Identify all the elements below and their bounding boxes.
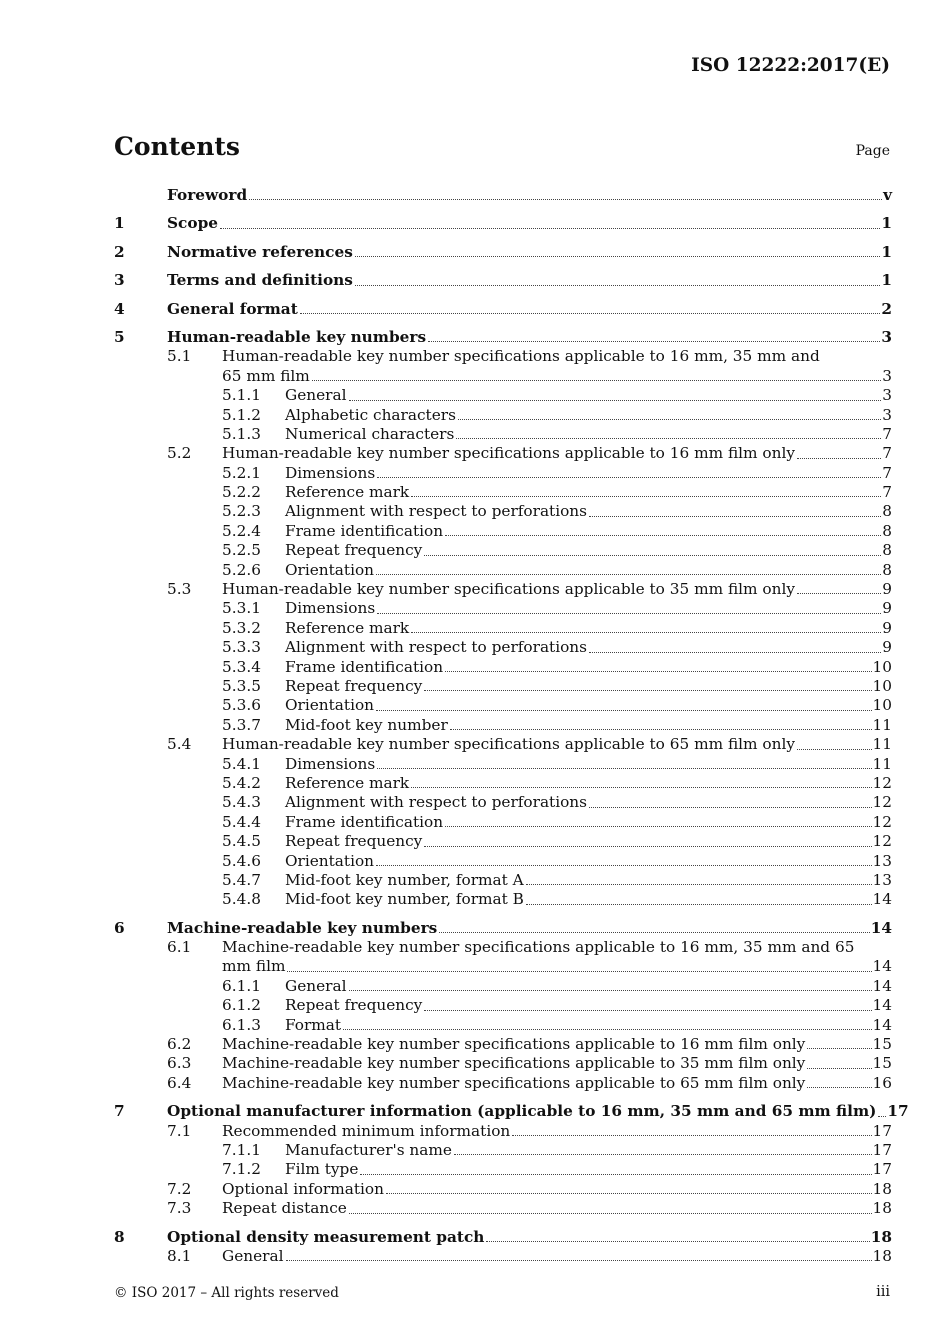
toc-entry-continuation[interactable] bbox=[114, 957, 892, 976]
toc-entry-number: 6.1.3 bbox=[222, 1015, 261, 1034]
toc-entry-page: v bbox=[883, 186, 892, 204]
toc-entry-page: 10 bbox=[872, 696, 892, 715]
toc-entry-number: 2 bbox=[114, 242, 125, 261]
toc-entry-number: 8.1 bbox=[167, 1246, 192, 1265]
toc-entry[interactable] bbox=[114, 1016, 892, 1035]
toc-entry-title: Foreword bbox=[167, 186, 248, 204]
toc-entry-title: Normative references bbox=[167, 242, 353, 261]
toc-entry-number: 5.4.5 bbox=[222, 832, 261, 851]
toc-entry-title: Human-readable key number specifications applicable to 35 mm film only bbox=[222, 580, 795, 599]
toc-entry-title: Repeat frequency bbox=[285, 996, 423, 1015]
toc-entry[interactable] bbox=[114, 599, 892, 618]
toc-entry-title: Orientation bbox=[285, 696, 375, 715]
dot-leader bbox=[445, 535, 881, 536]
toc-entry-number: 7 bbox=[114, 1102, 125, 1121]
toc-entry[interactable] bbox=[114, 271, 892, 290]
toc-entry[interactable] bbox=[114, 793, 892, 812]
toc-entry-title: Alignment with respect to perforations bbox=[285, 638, 588, 657]
toc-entry-number: 5.4.4 bbox=[222, 812, 261, 831]
toc-entry-page: 11 bbox=[872, 715, 892, 734]
toc-entry-title: Machine-readable key number specifications applicable to 16 mm film only bbox=[222, 1035, 806, 1054]
dot-leader bbox=[355, 285, 880, 286]
toc-entry[interactable] bbox=[114, 214, 892, 233]
toc-entry-page: 7 bbox=[882, 444, 892, 463]
toc-entry-number: 5.2 bbox=[167, 444, 192, 463]
dot-leader bbox=[312, 380, 881, 381]
toc-entry-title: Reference mark bbox=[285, 773, 410, 792]
toc-entry[interactable] bbox=[114, 774, 892, 793]
toc-entry-number: 5.3 bbox=[167, 580, 192, 599]
dot-leader bbox=[377, 477, 881, 478]
toc-entry-title: Terms and definitions bbox=[167, 271, 353, 290]
toc-entry-page: 8 bbox=[882, 521, 892, 540]
toc-entry[interactable] bbox=[114, 1122, 892, 1141]
toc-entry-page: 14 bbox=[872, 890, 892, 909]
toc-entry-title: Machine-readable key number specifications applicable to 35 mm film only bbox=[222, 1054, 806, 1073]
toc-entry-page: 18 bbox=[870, 1227, 892, 1246]
toc-entry[interactable] bbox=[114, 677, 892, 696]
dot-leader bbox=[589, 652, 881, 653]
toc-entry-number: 6 bbox=[114, 918, 125, 937]
dot-leader bbox=[589, 516, 881, 517]
toc-entry[interactable] bbox=[114, 919, 892, 938]
copyright-notice: © ISO 2017 – All rights reserved bbox=[114, 1285, 339, 1301]
toc-entry-number: 3 bbox=[114, 271, 125, 290]
dot-leader bbox=[377, 613, 881, 614]
toc-entry[interactable] bbox=[114, 444, 892, 463]
toc-entry-page: 17 bbox=[872, 1160, 892, 1179]
toc-entry-number: 5.2.2 bbox=[222, 483, 261, 502]
dot-leader bbox=[376, 710, 872, 711]
dot-leader bbox=[807, 1087, 871, 1088]
toc-entry-number: 7.2 bbox=[167, 1179, 192, 1198]
toc-entry-page: 7 bbox=[882, 463, 892, 482]
toc-entry-title: Alphabetic characters bbox=[285, 405, 456, 424]
toc-entry[interactable] bbox=[114, 619, 892, 638]
toc-entry-page: 8 bbox=[882, 502, 892, 521]
toc-entry[interactable] bbox=[114, 483, 892, 502]
toc-entry[interactable] bbox=[114, 1102, 909, 1121]
toc-entry-page: 3 bbox=[882, 366, 892, 385]
toc-entry-title: Repeat frequency bbox=[285, 832, 423, 851]
toc-entry-title: Repeat frequency bbox=[285, 541, 423, 560]
toc-entry[interactable] bbox=[114, 300, 892, 319]
dot-leader bbox=[486, 1241, 869, 1242]
toc-entry-number: 5.4 bbox=[167, 735, 192, 754]
dot-leader bbox=[300, 313, 881, 314]
toc-entry-number: 5 bbox=[114, 327, 125, 346]
dot-leader bbox=[411, 496, 881, 497]
toc-entry-page: 12 bbox=[872, 812, 892, 831]
toc-entry-page: 11 bbox=[872, 735, 892, 754]
dot-leader bbox=[249, 199, 882, 200]
toc-entry-continuation[interactable] bbox=[114, 367, 892, 386]
toc-entry-title: General bbox=[222, 1246, 284, 1265]
toc-entry-number: 5.3.5 bbox=[222, 676, 261, 695]
toc-entry-page: 13 bbox=[872, 851, 892, 870]
toc-entry-page: 14 bbox=[872, 976, 892, 995]
dot-leader bbox=[878, 1116, 886, 1117]
toc-entry-number: 5.4.8 bbox=[222, 890, 261, 909]
toc-entry-title: Optional manufacturer information (applicable to 16 mm, 35 mm and 65 mm film) bbox=[167, 1102, 877, 1121]
toc-entry-number: 6.1 bbox=[167, 938, 192, 957]
toc-entry-page: 16 bbox=[872, 1073, 892, 1092]
toc-entry-page: 13 bbox=[872, 870, 892, 889]
dot-leader bbox=[439, 932, 869, 933]
toc-entry-number: 7.1.1 bbox=[222, 1140, 261, 1159]
toc-entry-number: 5.2.6 bbox=[222, 560, 261, 579]
toc-entry-number: 5.3.3 bbox=[222, 638, 261, 657]
toc-entry-number: 6.3 bbox=[167, 1054, 192, 1073]
toc-entry-number: 5.3.2 bbox=[222, 618, 261, 637]
dot-leader bbox=[797, 749, 872, 750]
toc-entry-page: 7 bbox=[882, 424, 892, 443]
toc-entry-page: 1 bbox=[881, 271, 892, 290]
toc-entry[interactable] bbox=[114, 580, 892, 599]
toc-entry-title: Optional density measurement patch bbox=[167, 1227, 485, 1246]
toc-entry-number: 5.4.3 bbox=[222, 793, 261, 812]
page-number: iii bbox=[876, 1284, 890, 1300]
toc-entry[interactable] bbox=[114, 832, 892, 851]
toc-entry[interactable] bbox=[114, 1228, 892, 1247]
toc-entry-page: 14 bbox=[872, 996, 892, 1015]
toc-entry-page: 1 bbox=[881, 214, 892, 233]
toc-entry-page: 9 bbox=[882, 599, 892, 618]
dot-leader bbox=[376, 865, 872, 866]
toc-entry-number: 5.3.7 bbox=[222, 715, 261, 734]
toc-entry-title: Mid-foot key number, format A bbox=[285, 870, 524, 889]
toc-entry-page: 3 bbox=[882, 386, 892, 405]
toc-entry-page: 9 bbox=[882, 618, 892, 637]
toc-entry-title: Mid-foot key number, format B bbox=[285, 890, 524, 909]
toc-entry-number: 5.1.1 bbox=[222, 386, 261, 405]
toc-entry-page: 1 bbox=[881, 242, 892, 261]
toc-entry-page: 2 bbox=[881, 299, 892, 318]
toc-entry[interactable] bbox=[114, 425, 892, 444]
toc-entry-number: 5.4.1 bbox=[222, 754, 261, 773]
toc-entry-number: 6.4 bbox=[167, 1073, 192, 1092]
toc-entry-page: 14 bbox=[872, 957, 892, 976]
toc-entry-number: 6.1.2 bbox=[222, 996, 261, 1015]
dot-leader bbox=[411, 787, 871, 788]
toc-entry-page: 18 bbox=[872, 1199, 892, 1218]
toc-entry[interactable] bbox=[114, 658, 892, 677]
toc-entry[interactable] bbox=[114, 716, 892, 735]
toc-entry-title: Frame identification bbox=[285, 812, 444, 831]
toc-entry-title: Human-readable key numbers bbox=[167, 327, 427, 346]
toc-entry-page: 10 bbox=[872, 657, 892, 676]
toc-entry-title: Human-readable key number specifications applicable to 16 mm film only bbox=[222, 444, 795, 463]
toc-entry[interactable] bbox=[114, 996, 892, 1015]
toc-entry[interactable] bbox=[114, 1160, 892, 1179]
toc-entry[interactable] bbox=[114, 1054, 892, 1073]
toc-entry-number: 5.2.4 bbox=[222, 521, 261, 540]
dot-leader bbox=[349, 990, 872, 991]
toc-entry[interactable] bbox=[114, 186, 892, 205]
dot-leader bbox=[797, 593, 881, 594]
toc-entry-page: 18 bbox=[872, 1246, 892, 1265]
dot-leader bbox=[424, 1010, 871, 1011]
dot-leader bbox=[376, 574, 881, 575]
toc-entry[interactable] bbox=[114, 243, 892, 262]
dot-leader bbox=[377, 768, 871, 769]
toc-entry-page: 3 bbox=[881, 327, 892, 346]
toc-entry[interactable] bbox=[114, 871, 892, 890]
toc-entry[interactable] bbox=[114, 735, 892, 754]
toc-entry[interactable] bbox=[114, 1180, 892, 1199]
toc-entry-title-continuation: mm film bbox=[222, 957, 286, 976]
toc-entry-number: 5.4.6 bbox=[222, 851, 261, 870]
toc-entry-title: Film type bbox=[285, 1160, 359, 1179]
toc-entry-page: 14 bbox=[872, 1015, 892, 1034]
toc-entry-page: 12 bbox=[872, 773, 892, 792]
toc-entry-number: 7.3 bbox=[167, 1199, 192, 1218]
dot-leader bbox=[349, 1213, 872, 1214]
toc-entry[interactable] bbox=[114, 638, 892, 657]
toc-entry-title: Repeat frequency bbox=[285, 676, 423, 695]
toc-entry-number: 5.2.3 bbox=[222, 502, 261, 521]
toc-entry-page: 9 bbox=[882, 580, 892, 599]
toc-entry-number: 6.2 bbox=[167, 1035, 192, 1054]
toc-entry[interactable] bbox=[114, 755, 892, 774]
toc-entry[interactable] bbox=[114, 1141, 892, 1160]
toc-entry-title: Dimensions bbox=[285, 463, 376, 482]
dot-leader bbox=[349, 400, 882, 401]
toc-entry-number: 5.4.2 bbox=[222, 773, 261, 792]
dot-leader bbox=[424, 846, 871, 847]
dot-leader bbox=[220, 228, 880, 229]
toc-entry-title: Machine-readable key number specifications applicable to 65 mm film only bbox=[222, 1073, 806, 1092]
toc-entry-page: 17 bbox=[872, 1121, 892, 1140]
toc-entry-page: 8 bbox=[882, 541, 892, 560]
toc-entry-title: Numerical characters bbox=[285, 424, 455, 443]
page-title: Contents bbox=[114, 132, 241, 161]
toc-entry-title: Frame identification bbox=[285, 657, 444, 676]
toc-entry[interactable] bbox=[114, 1199, 892, 1218]
toc-entry-title: Recommended minimum information bbox=[222, 1121, 511, 1140]
dot-leader bbox=[386, 1193, 872, 1194]
toc-entry-title: General format bbox=[167, 299, 298, 318]
dot-leader bbox=[355, 256, 881, 257]
toc-entry[interactable] bbox=[114, 1074, 892, 1093]
toc-entry-title: Optional information bbox=[222, 1179, 384, 1198]
toc-entry-number: 5.2.1 bbox=[222, 463, 261, 482]
toc-entry-title: General bbox=[285, 976, 347, 995]
dot-leader bbox=[445, 671, 871, 672]
dot-leader bbox=[454, 1154, 872, 1155]
toc-entry-page: 3 bbox=[882, 405, 892, 424]
dot-leader bbox=[458, 419, 881, 420]
dot-leader bbox=[360, 1174, 871, 1175]
toc-entry-title: Human-readable key number specifications applicable to 16 mm, 35 mm and bbox=[222, 347, 820, 366]
toc-entry-page: 7 bbox=[882, 483, 892, 502]
toc-entry-title: Repeat distance bbox=[222, 1199, 347, 1218]
toc-entry-page: 15 bbox=[872, 1035, 892, 1054]
toc-entry-title: Dimensions bbox=[285, 754, 376, 773]
toc-entry-page: 11 bbox=[872, 754, 892, 773]
toc-entry-title: Reference mark bbox=[285, 483, 410, 502]
toc-entry[interactable] bbox=[114, 502, 892, 521]
toc-entry[interactable] bbox=[114, 328, 892, 347]
dot-leader bbox=[411, 632, 881, 633]
toc-entry-number: 8 bbox=[114, 1227, 125, 1246]
toc-entry-title: Alignment with respect to perforations bbox=[285, 793, 588, 812]
dot-leader bbox=[512, 1135, 871, 1136]
toc-entry-page: 18 bbox=[872, 1179, 892, 1198]
dot-leader bbox=[807, 1048, 871, 1049]
toc-entry[interactable] bbox=[114, 561, 892, 580]
toc-entry-title: Reference mark bbox=[285, 618, 410, 637]
toc-entry-title: General bbox=[285, 386, 347, 405]
toc-entry-title: Manufacturer's name bbox=[285, 1140, 452, 1159]
toc-entry-number: 7.1.2 bbox=[222, 1160, 261, 1179]
dot-leader bbox=[589, 807, 872, 808]
toc-entry-title: Orientation bbox=[285, 560, 375, 579]
toc-entry[interactable] bbox=[114, 852, 892, 871]
dot-leader bbox=[526, 884, 872, 885]
toc-entry[interactable] bbox=[114, 890, 892, 909]
toc-entry-number: 4 bbox=[114, 299, 125, 318]
dot-leader bbox=[445, 826, 871, 827]
dot-leader bbox=[424, 690, 871, 691]
toc-entry[interactable] bbox=[114, 464, 892, 483]
toc-entry[interactable] bbox=[114, 696, 892, 715]
dot-leader bbox=[456, 438, 881, 439]
toc-entry[interactable] bbox=[114, 541, 892, 560]
toc-entry[interactable] bbox=[114, 813, 892, 832]
toc-entry-title-continuation: 65 mm film bbox=[222, 366, 310, 385]
dot-leader bbox=[450, 729, 872, 730]
toc-entry-number: 5.3.1 bbox=[222, 599, 261, 618]
toc-entry-page: 10 bbox=[872, 676, 892, 695]
toc-entry[interactable] bbox=[114, 1247, 892, 1266]
dot-leader bbox=[526, 904, 872, 905]
toc-entry-number: 5.4.7 bbox=[222, 870, 261, 889]
toc-entry-title: Frame identification bbox=[285, 521, 444, 540]
dot-leader bbox=[428, 341, 880, 342]
toc-entry[interactable] bbox=[114, 1035, 892, 1054]
toc-entry-title: Alignment with respect to perforations bbox=[285, 502, 588, 521]
dot-leader bbox=[287, 971, 871, 972]
page-column-label: Page bbox=[855, 143, 890, 159]
toc-entry-page: 17 bbox=[887, 1102, 909, 1121]
toc-entry-number: 5.1.3 bbox=[222, 424, 261, 443]
toc-entry-title: Machine-readable key numbers bbox=[167, 918, 438, 937]
toc-entry-title: Scope bbox=[167, 214, 218, 233]
table-of-contents bbox=[114, 186, 909, 1266]
toc-entry[interactable] bbox=[114, 977, 892, 996]
toc-entry-number: 5.1 bbox=[167, 347, 192, 366]
dot-leader bbox=[286, 1260, 872, 1261]
toc-entry-number: 5.3.6 bbox=[222, 696, 261, 715]
toc-entry-number: 5.1.2 bbox=[222, 405, 261, 424]
toc-entry-page: 17 bbox=[872, 1140, 892, 1159]
dot-leader bbox=[807, 1068, 871, 1069]
toc-entry[interactable] bbox=[114, 347, 892, 366]
toc-entry[interactable] bbox=[114, 938, 892, 957]
dot-leader bbox=[424, 555, 881, 556]
toc-entry-number: 6.1.1 bbox=[222, 976, 261, 995]
toc-entry-number: 7.1 bbox=[167, 1121, 192, 1140]
toc-entry-title: Mid-foot key number bbox=[285, 715, 448, 734]
toc-entry-number: 1 bbox=[114, 214, 125, 233]
toc-entry-page: 14 bbox=[870, 918, 892, 937]
toc-entry-page: 12 bbox=[872, 832, 892, 851]
toc-entry[interactable] bbox=[114, 522, 892, 541]
toc-entry-number: 5.2.5 bbox=[222, 541, 261, 560]
toc-entry-title: Orientation bbox=[285, 851, 375, 870]
toc-entry-page: 15 bbox=[872, 1054, 892, 1073]
toc-entry-title: Machine-readable key number specifications applicable to 16 mm, 35 mm and 65 bbox=[222, 938, 855, 957]
document-id: ISO 12222:2017(E) bbox=[691, 55, 890, 76]
dot-leader bbox=[797, 458, 881, 459]
toc-entry[interactable] bbox=[114, 386, 892, 405]
toc-entry-page: 12 bbox=[872, 793, 892, 812]
toc-entry-page: 8 bbox=[882, 560, 892, 579]
dot-leader bbox=[343, 1029, 871, 1030]
toc-entry-number: 5.3.4 bbox=[222, 657, 261, 676]
toc-entry-page: 9 bbox=[882, 638, 892, 657]
toc-entry-title: Human-readable key number specifications applicable to 65 mm film only bbox=[222, 735, 795, 754]
toc-entry-title: Format bbox=[285, 1015, 342, 1034]
toc-entry-title: Dimensions bbox=[285, 599, 376, 618]
toc-entry[interactable] bbox=[114, 406, 892, 425]
